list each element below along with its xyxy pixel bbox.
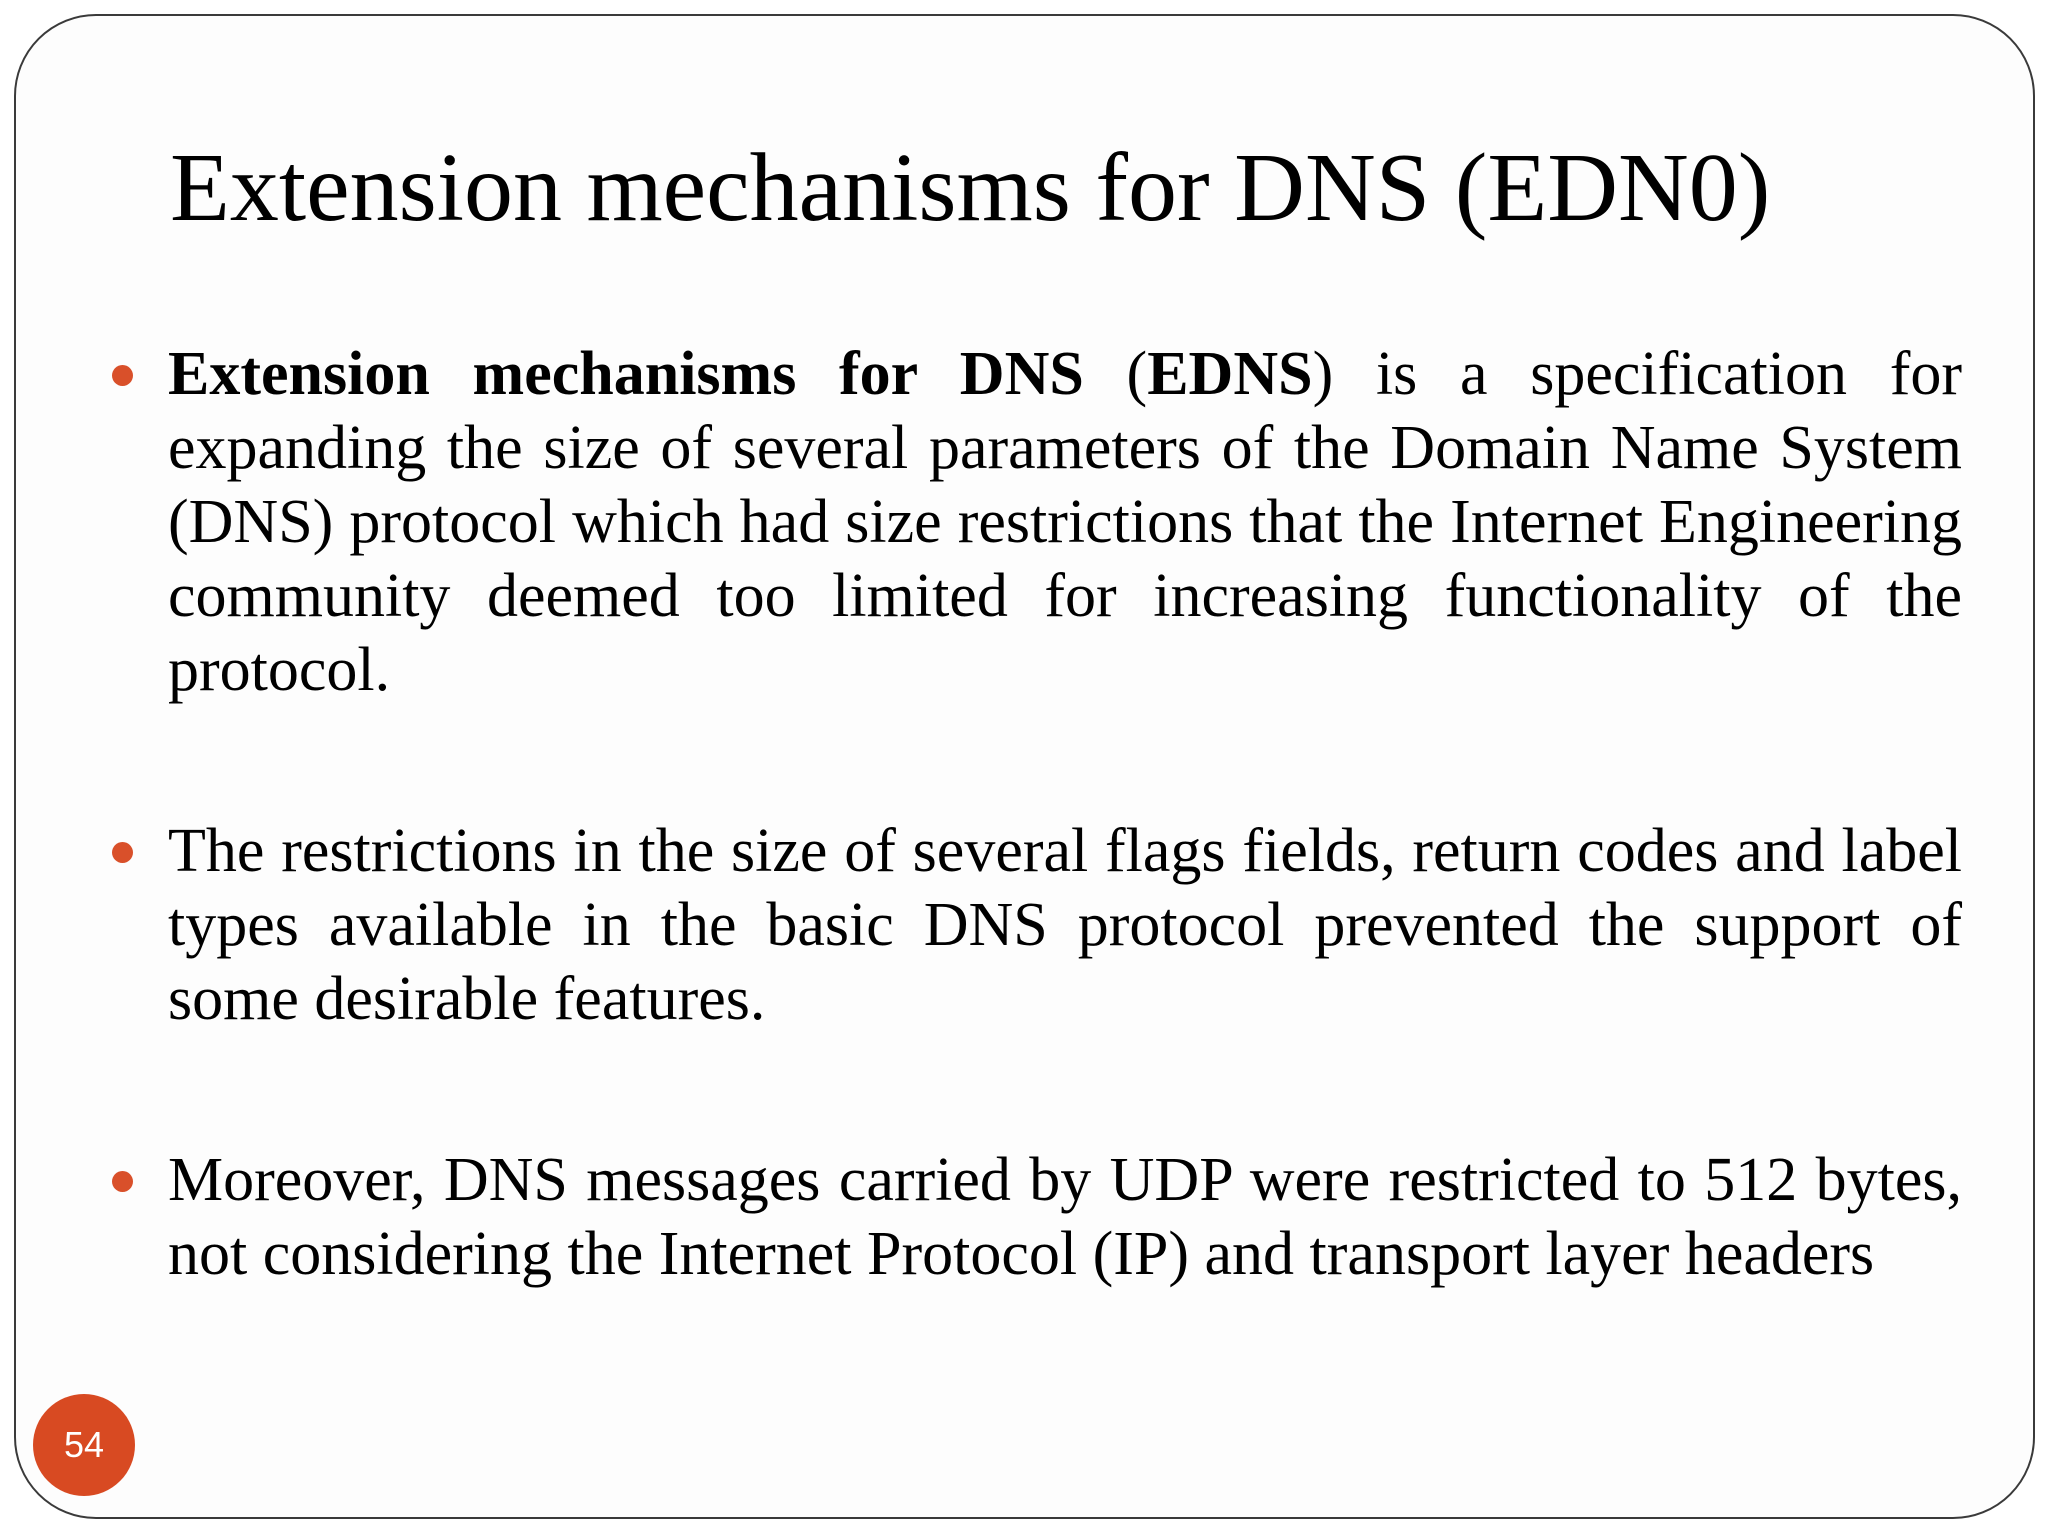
bullet-list-3 [168, 1143, 1962, 1291]
bullet-item-edns-definition [168, 337, 1962, 707]
bullet-item-udp-limit [168, 1143, 1962, 1291]
bullet-text: The restrictions in the size of several flags fields, return codes and label types available in the basic DNS protocol prevented the support of some desirable features. [168, 817, 1962, 1033]
bullet-icon [112, 1171, 133, 1192]
bullet-text: Moreover, DNS messages carried by UDP were restricted to 512 bytes, not considering the Internet Protocol (IP) and transport layer headers [168, 1146, 1962, 1288]
bullet-bold-abbr: EDNS [1147, 340, 1313, 408]
bullet-list-2 [168, 814, 1962, 1036]
bullet-icon [112, 842, 133, 863]
slide-title: Extension mechanisms for DNS (EDN0) [170, 134, 1771, 242]
page-number-badge: 54 [33, 1394, 135, 1496]
bullet-icon [112, 365, 133, 386]
bullet-paren-open: ( [1083, 340, 1148, 408]
bullet-item-restrictions [168, 814, 1962, 1036]
bullet-text: ) is a specification for expanding the size of several parameters of the Domain Name System (DNS) protocol which had size restrictions that the Internet Engineering community deemed too limited for increasing functionality of the protocol. [168, 340, 1962, 704]
bullet-list-1 [168, 337, 1962, 707]
bullet-bold-term: Extension mechanisms for DNS [168, 340, 1084, 408]
